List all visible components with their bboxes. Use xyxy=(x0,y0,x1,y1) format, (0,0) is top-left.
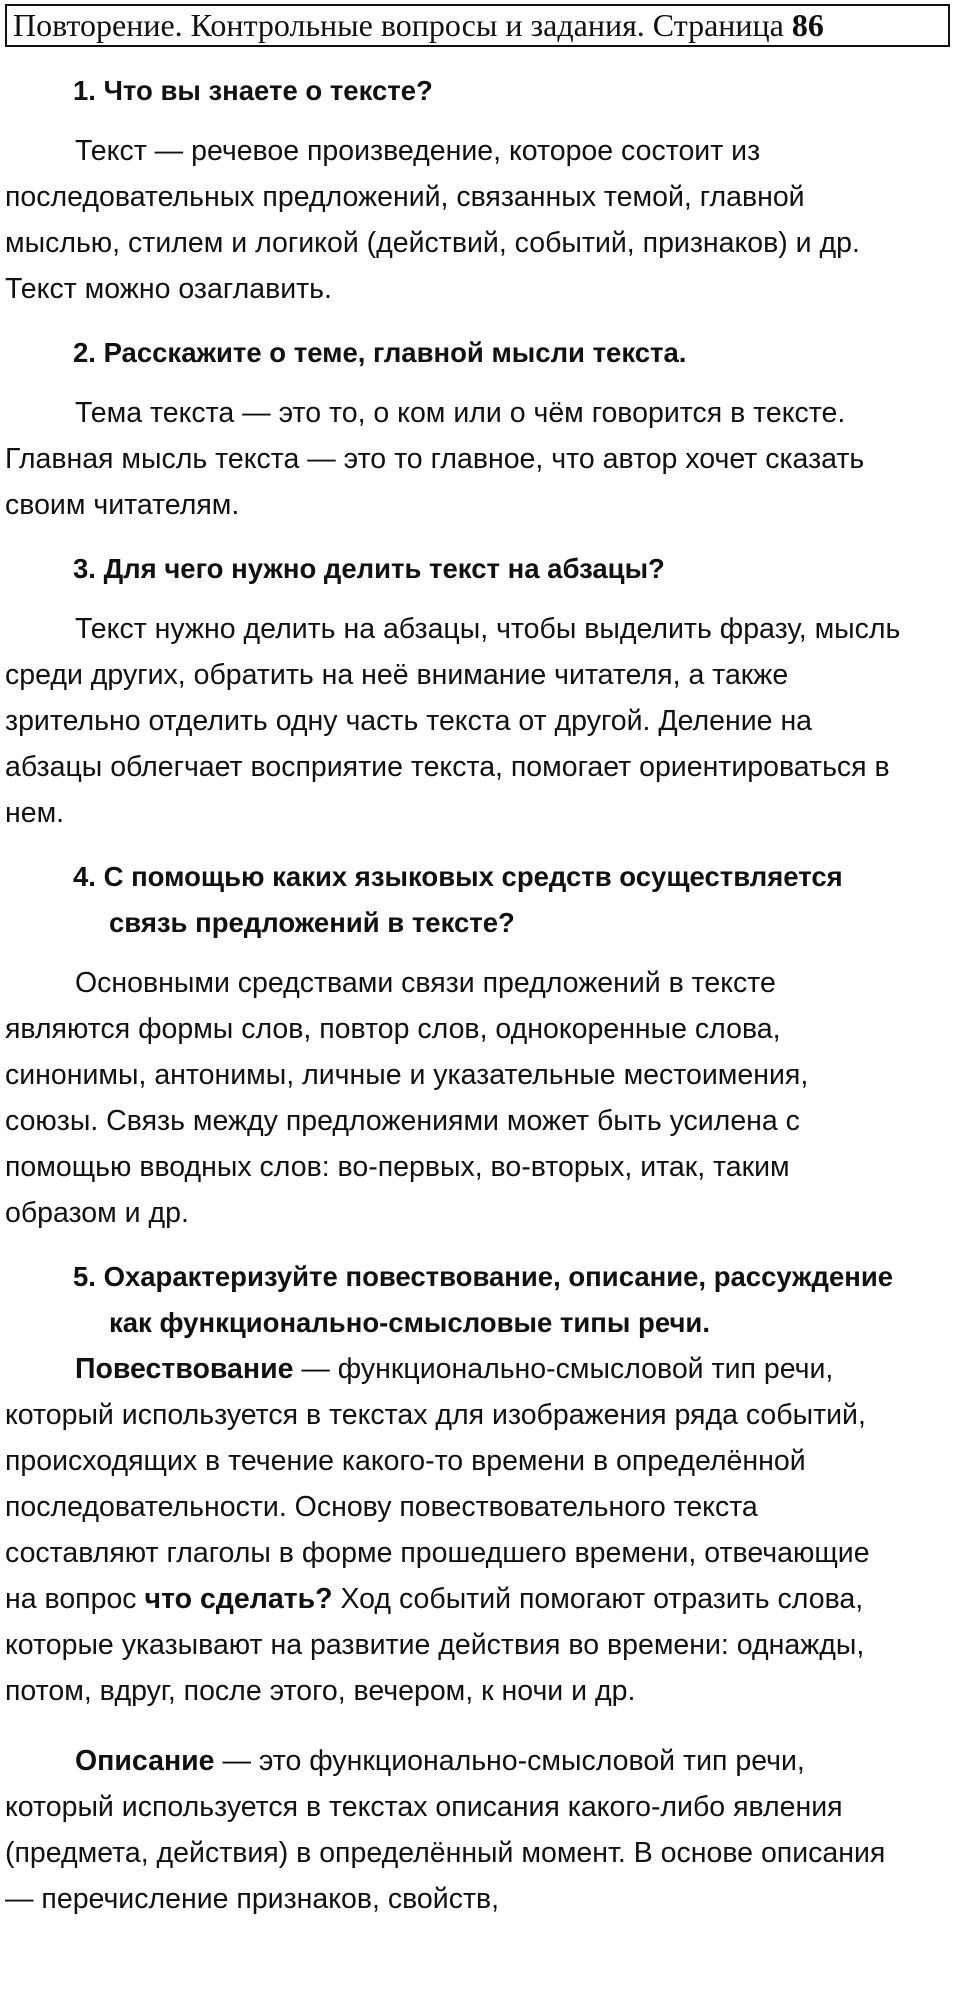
question-1-title: 1. Что вы знаете о тексте? xyxy=(73,75,433,106)
question-5-title: 5. Охарактеризуйте повествование, описание, рассуждение как функционально-смысловые типы речи. xyxy=(73,1261,894,1338)
question-4-answer: Основными средствами связи предложений в тексте являются формы слов, повтор слов, однокоренные слова, синонимы, антонимы, личные и указательные местоимения, союзы. Связь между предложениями может быть усилена с помощью вводных слов: во-первых, во-вторых, итак, таким образом и др. xyxy=(5,967,809,1229)
question-1-answer: Текст — речевое произведение, которое состоит из последовательных предложений, связанных темой, главной мыслью, стилем и логикой (действий, событий, признаков) и др. Текст можно озаглавить. xyxy=(5,135,860,305)
narration-paragraph xyxy=(5,1346,905,1714)
narration-text-after: Ход событий помогают отразить слова, которые указывают на развитие действия во времени: однажды, потом, вдруг, после этого, вечером, к ночи и др. xyxy=(5,1583,865,1707)
question-3-answer: Текст нужно делить на абзацы, чтобы выделить фразу, мысль среди других, обратить на неё внимание читателя, а также зрительно отделить одну часть текста от другой. Деление на абзацы облегчает восприятие текста, помогает ориентироваться в нем. xyxy=(5,613,901,829)
page-number: 86 xyxy=(791,7,824,43)
page-header xyxy=(5,4,950,47)
narration-text-before: — функционально-смысловой тип речи, который используется в текстах для изображения ряда событий, происходящих в течение какого-то времени в определённой последовательности. Основу повествовательного текста составляют глаголы в форме прошедшего времени, отвечающие на вопрос xyxy=(5,1353,870,1615)
narration-term: Повествование xyxy=(75,1353,294,1385)
question-4-title: 4. С помощью каких языковых средств осуществляется связь предложений в тексте? xyxy=(73,861,843,938)
document-body xyxy=(5,68,905,1940)
description-text: — это функционально-смысловой тип речи, который используется в текстах описания какого-либо явления (предмета, действия) в определённый момент. В основе описания — перечисление признаков, свойств, xyxy=(5,1745,886,1915)
description-paragraph xyxy=(5,1738,905,1922)
header-title: Повторение. Контрольные вопросы и задания. Страница xyxy=(13,7,784,43)
question-2-answer: Тема текста — это то, о ком или о чём говорится в тексте. Главная мысль текста — это то главное, что автор хочет сказать своим читателям. xyxy=(5,397,865,521)
narration-question: что сделать? xyxy=(144,1583,333,1615)
question-3-title: 3. Для чего нужно делить текст на абзацы? xyxy=(73,553,665,584)
description-term: Описание xyxy=(75,1745,215,1777)
question-2-title: 2. Расскажите о теме, главной мысли текста. xyxy=(73,337,687,368)
